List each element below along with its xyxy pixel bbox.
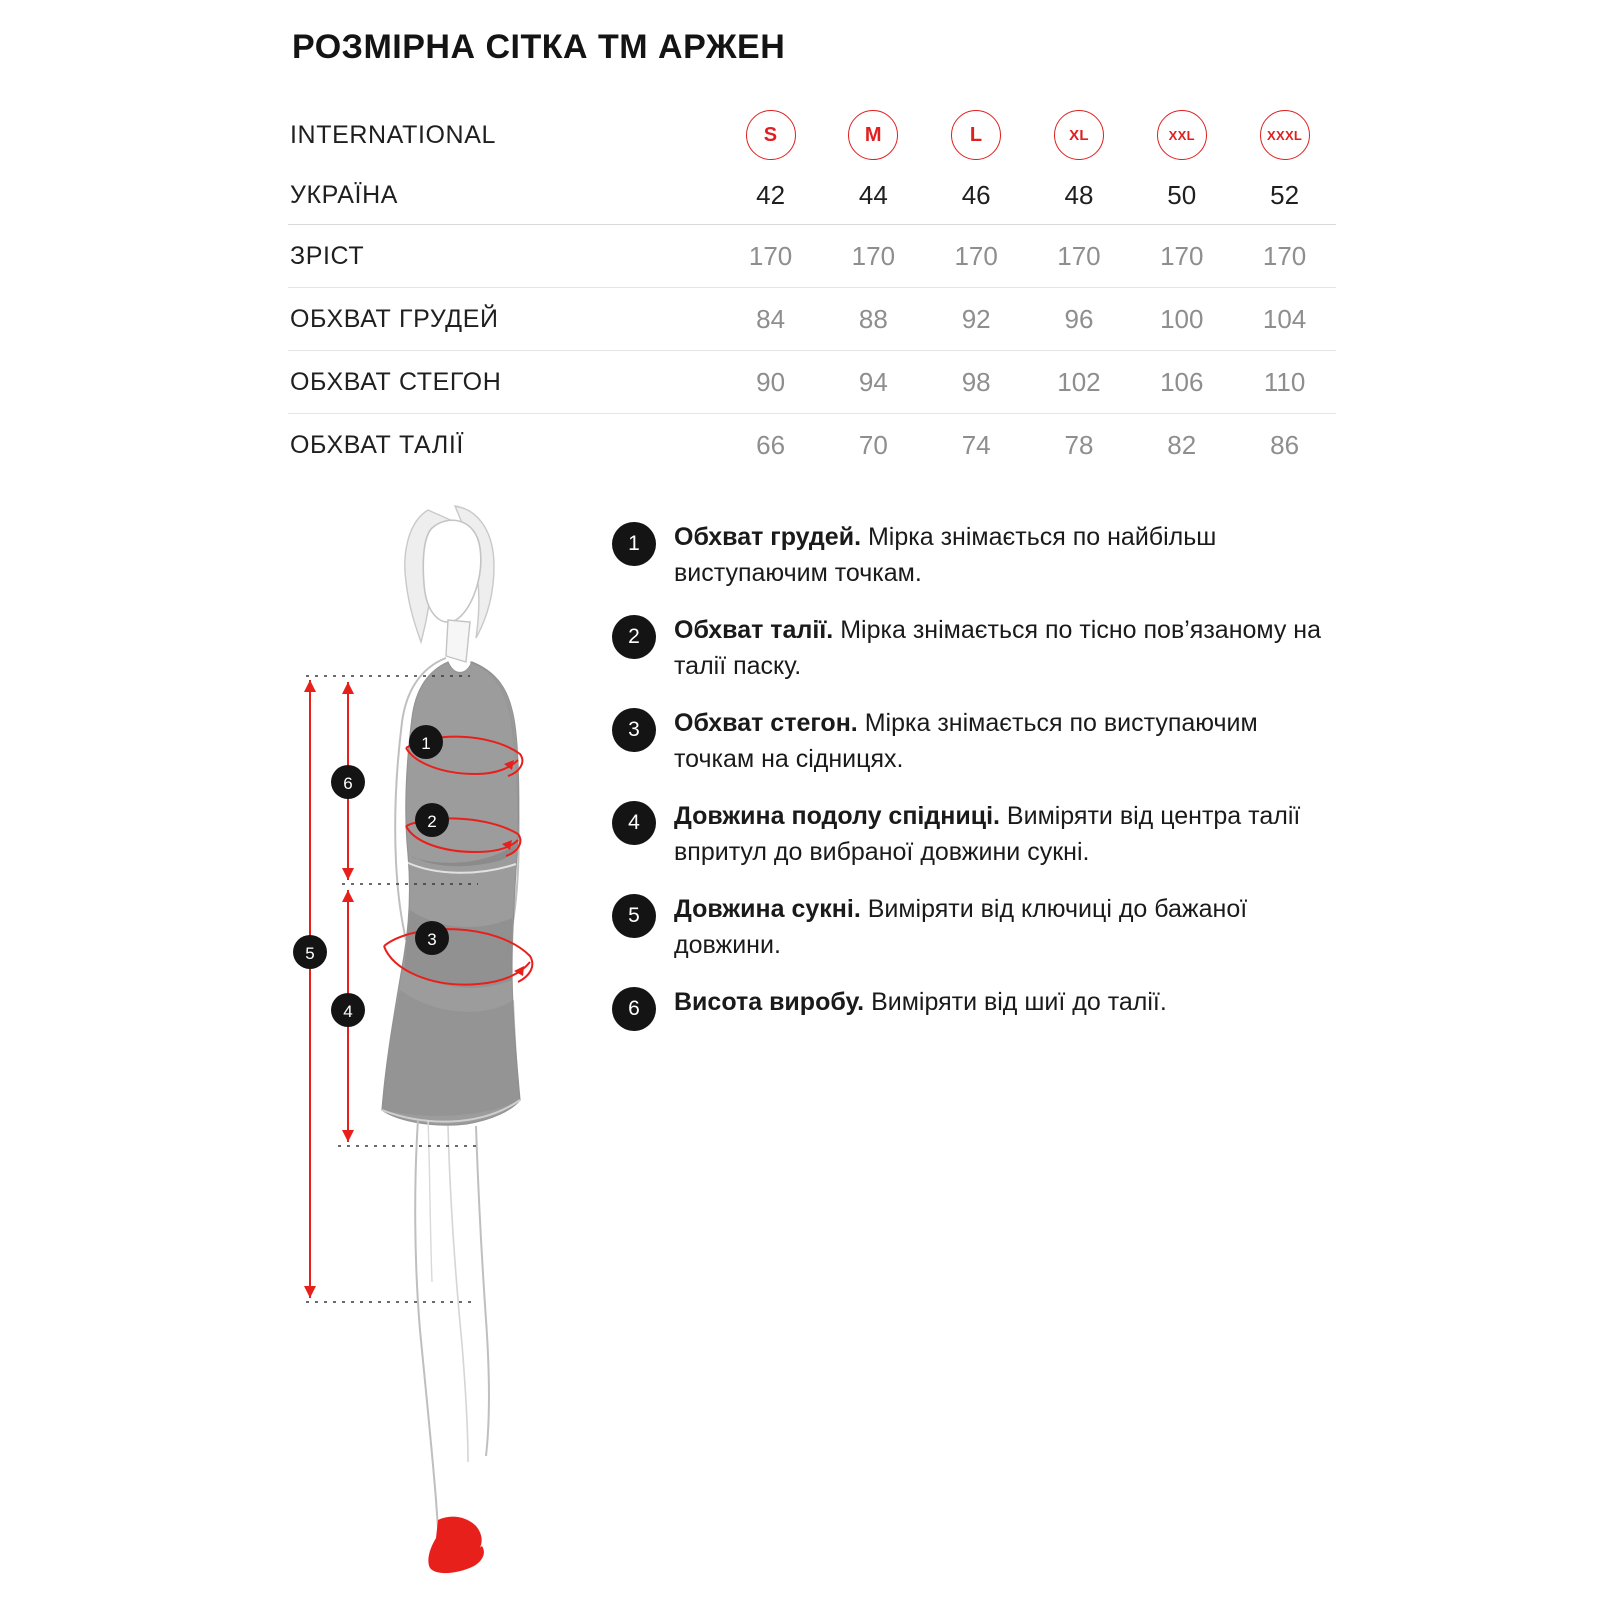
- legend-number: 5: [612, 894, 656, 938]
- row-label-waist: ОБХВАТ ТАЛІЇ: [290, 430, 464, 459]
- legend-item: [612, 892, 1342, 963]
- size-cell-xxl: [1130, 104, 1233, 166]
- measure-value: 100: [1130, 288, 1233, 351]
- size-cell-xl: [1028, 104, 1131, 166]
- size-badge: XXL: [1157, 110, 1207, 160]
- legend-text: [674, 892, 1342, 963]
- table-row: [288, 288, 1336, 351]
- measure-value: 170: [1028, 225, 1131, 288]
- size-cell-s: [719, 104, 822, 166]
- legend-title: Довжина сукні.: [674, 895, 861, 923]
- legend-title: Довжина подолу спідниці.: [674, 802, 1000, 830]
- legend-title: Обхват грудей.: [674, 523, 862, 551]
- table-row: [288, 225, 1336, 288]
- legend-item: [612, 520, 1342, 591]
- legend-number: 6: [612, 987, 656, 1031]
- legend-number: 4: [612, 801, 656, 845]
- measure-value: 74: [961, 429, 991, 460]
- row-label-hips: ОБХВАТ СТЕГОН: [288, 351, 719, 414]
- figure-sketch: [382, 506, 520, 1573]
- model-illustration: [280, 470, 610, 1590]
- legend-list: [612, 520, 1342, 1053]
- legend-text: [674, 799, 1342, 870]
- measure-value: 86: [1270, 429, 1300, 460]
- row-label-bust: ОБХВАТ ГРУДЕЙ: [288, 288, 719, 351]
- legend-title: Обхват стегон.: [674, 709, 858, 737]
- size-table: [288, 104, 1336, 476]
- ua-size-cell: 48: [1064, 179, 1094, 210]
- measure-value: 66: [756, 429, 786, 460]
- legend-title: Обхват талії.: [674, 616, 834, 644]
- measure-value: 94: [822, 351, 925, 414]
- svg-text:4: 4: [343, 1002, 353, 1021]
- row-label-height: ЗРІСТ: [288, 225, 719, 288]
- measure-value: 88: [822, 288, 925, 351]
- legend-body: Мірка знімається по найбільш виступаючим точкам.: [674, 523, 1217, 587]
- measure-value: 106: [1130, 351, 1233, 414]
- ua-size-cell: 52: [1270, 179, 1300, 210]
- legend-body: Виміряти від шиї до талії.: [864, 988, 1167, 1016]
- legend-text: [674, 706, 1342, 777]
- measure-value: 170: [925, 225, 1028, 288]
- svg-text:6: 6: [343, 774, 353, 793]
- legend-title: Висота виробу.: [674, 988, 865, 1016]
- row-label-ukraine: УКРАЇНА: [290, 180, 398, 209]
- measure-value: 78: [1064, 429, 1094, 460]
- row-label-international: INTERNATIONAL: [290, 120, 496, 149]
- page-title: РОЗМІРНА СІТКА ТМ АРЖЕН: [292, 28, 786, 66]
- table-row: [288, 414, 1336, 477]
- legend-number: 1: [612, 522, 656, 566]
- measure-value: 82: [1167, 429, 1197, 460]
- size-cell-l: [925, 104, 1028, 166]
- size-badge: L: [951, 110, 1001, 160]
- svg-text:1: 1: [421, 734, 431, 753]
- legend-body: Мірка знімається по тісно пов’язаному на талії паску.: [674, 616, 1322, 680]
- legend-text: [674, 613, 1342, 684]
- shoe-icon: [428, 1517, 484, 1573]
- legend-item: [612, 706, 1342, 777]
- legend-body: Виміряти від центра талії впритул до вибраної довжини сукні.: [674, 802, 1301, 866]
- size-cell-m: [822, 104, 925, 166]
- size-badge: S: [746, 110, 796, 160]
- svg-text:5: 5: [305, 944, 315, 963]
- table-row: [288, 351, 1336, 414]
- ua-size-cell: 44: [858, 179, 888, 210]
- size-cell-xxxl: [1233, 104, 1336, 166]
- legend-item: [612, 613, 1342, 684]
- legend-number: 2: [612, 615, 656, 659]
- measure-value: 170: [719, 225, 822, 288]
- ua-size-cell: 46: [961, 179, 991, 210]
- svg-text:2: 2: [427, 812, 437, 831]
- measure-value: 104: [1233, 288, 1336, 351]
- ua-size-cell: 42: [756, 179, 786, 210]
- measure-value: 84: [719, 288, 822, 351]
- measure-value: 170: [1130, 225, 1233, 288]
- legend-text: [674, 520, 1342, 591]
- measure-value: 98: [925, 351, 1028, 414]
- measure-value: 90: [719, 351, 822, 414]
- measure-value: 70: [858, 429, 888, 460]
- size-badge: XL: [1054, 110, 1104, 160]
- legend-body: Виміряти від ключиці до бажаної довжини.: [674, 895, 1248, 959]
- table-row-ukraine: [288, 166, 1336, 225]
- svg-text:3: 3: [427, 930, 437, 949]
- table-row-international: [288, 104, 1336, 166]
- measure-value: 96: [1028, 288, 1131, 351]
- legend-item: [612, 799, 1342, 870]
- legend-body: Мірка знімається по виступаючим точкам на сідницях.: [674, 709, 1258, 773]
- measure-value: 92: [925, 288, 1028, 351]
- size-badge: XXXL: [1260, 110, 1310, 160]
- ua-size-cell: 50: [1167, 179, 1197, 210]
- legend-text: [674, 985, 1167, 1021]
- size-badge: M: [848, 110, 898, 160]
- legend-number: 3: [612, 708, 656, 752]
- measure-value: 170: [1233, 225, 1336, 288]
- measure-value: 110: [1233, 351, 1336, 414]
- measure-value: 102: [1028, 351, 1131, 414]
- measure-value: 170: [822, 225, 925, 288]
- legend-item: [612, 985, 1342, 1031]
